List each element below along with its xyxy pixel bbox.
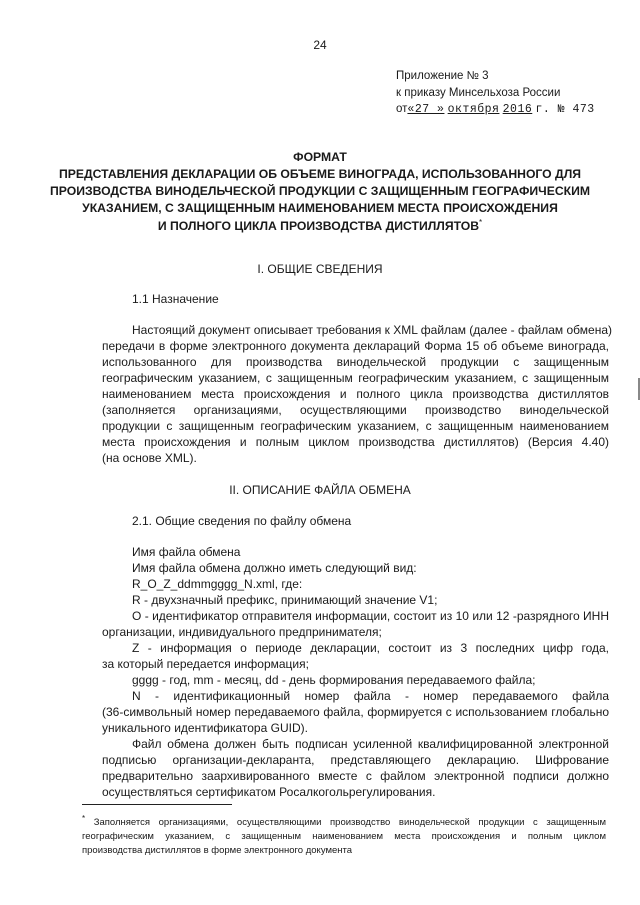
doc-title: ФОРМАТ [293, 150, 347, 164]
section-1-heading: I. ОБЩИЕ СВЕДЕНИЯ [257, 262, 383, 276]
body-line: за который передается информация; [102, 657, 309, 671]
body-line: предварительно заархивированного вместе с файлом электронной подписи должно [102, 769, 609, 783]
body-line: gggg - год, mm - месяц, dd - день формирования передаваемого файла; [132, 673, 536, 687]
subsection-1-1: 1.1 Назначение [132, 292, 219, 306]
footnote-divider [82, 804, 232, 805]
title-footnote-mark: * [479, 218, 483, 227]
para-1-line: использованного для производства винодельческой продукции с защищенным [102, 355, 609, 369]
doc-title-line-5-text: И ПОЛНОГО ЦИКЛА ПРОИЗВОДСТВА ДИСТИЛЛЯТОВ [157, 219, 480, 234]
doc-title-line-3: ПРОИЗВОДСТВА ВИНОДЕЛЬЧЕСКОЙ ПРОДУКЦИИ С ЗАЩИЩЕННЫМ ГЕОГРАФИЧЕСКИМ [50, 184, 590, 198]
appendix-line-1: Приложение № 3 [396, 70, 489, 82]
body-line: осуществляться сертификатом Росалкогольрегулирования. [102, 785, 436, 799]
appendix-line-2: к приказу Минсельхоза России [396, 87, 561, 99]
appendix-order-number: г. № 473 [535, 103, 595, 116]
body-line: организации, индивидуального предпринимателя; [102, 625, 382, 639]
footnote-mark: * [82, 814, 86, 823]
para-1-line: передачи в форме электронного документа деклараций Форма 15 об объеме винограда, [102, 339, 609, 353]
para-1-line: Настоящий документ описывает требования к XML файлам (далее - файлам обмена) [132, 323, 612, 337]
para-1-line: продукции с защищенным географическим указанием, с защищенным наименованием [102, 419, 609, 433]
appendix-prefix: от [396, 103, 408, 115]
subsection-2-1: 2.1. Общие сведения по файлу обмена [132, 514, 352, 528]
body-line: N - идентификационный номер файла - номер передаваемого файла [132, 689, 609, 703]
appendix-year: 2016 [502, 103, 533, 116]
body-line: Имя файла обмена должно иметь следующий вид: [132, 561, 417, 575]
footnote-line-1 [82, 812, 606, 830]
body-line: R - двухзначный префикс, принимающий значение V1; [132, 593, 438, 607]
para-1-line: места происхождения и полным циклом производства дистиллятов) (Версия 4.40) [102, 435, 609, 449]
footnote-line-2: географическим указанием, с защищенным наименованием места происхождения и полным циклом [82, 831, 606, 843]
appendix-line-3 [396, 103, 595, 116]
para-1-line: наименованием места происхождения и полного цикла производства дистиллятов [102, 387, 609, 401]
body-line: O - идентификатор отправителя информации, состоит из 10 или 12 -разрядного ИНН [132, 609, 609, 623]
footnote-line-3: производства дистиллятов в форме электронного документа [82, 845, 353, 857]
appendix-day: «27 » [407, 103, 445, 116]
doc-title-line-2: ПРЕДСТАВЛЕНИЯ ДЕКЛАРАЦИИ ОБ ОБЪЕМЕ ВИНОГРАДА, ИСПОЛЬЗОВАННОГО ДЛЯ [58, 167, 582, 181]
file-name-pattern: R_O_Z_ddmmgggg_N.xml, где: [132, 577, 303, 591]
body-line: подписью организации-декларанта, представляющего декларацию. Шифрование [102, 753, 609, 767]
footnote-text-1: Заполняется организациями, осуществляющими производство винодельческой продукции с защищенным [93, 817, 607, 829]
doc-title-line-4: УКАЗАНИЕМ, С ЗАЩИЩЕННЫМ НАИМЕНОВАНИЕМ МЕСТА ПРОИСХОЖДЕНИЯ [82, 201, 558, 215]
body-line: Z - информация о периоде декларации, состоит из 3 последних цифр года, [132, 641, 609, 655]
section-2-heading: II. ОПИСАНИЕ ФАЙЛА ОБМЕНА [229, 483, 411, 497]
para-1-line: (на основе XML). [102, 451, 197, 465]
footnote [82, 812, 606, 858]
doc-title-line-5 [0, 218, 640, 233]
body-line: уникального идентификатора GUID). [102, 721, 308, 735]
appendix-month: октября [447, 103, 500, 116]
body-line: (36-символьный номер передаваемого файла, формируется с использованием глобально [102, 705, 609, 719]
body-line: Файл обмена должен быть подписан усиленной квалифицированной электронной [132, 737, 609, 751]
page-number: 24 [313, 38, 327, 52]
para-1-line: (заполняется организациями, осуществляющими производство винодельческой [102, 403, 609, 417]
para-1-line: географическим указанием, с защищенным географическим указанием, с защищенным [102, 371, 609, 385]
file-name-heading: Имя файла обмена [132, 545, 241, 559]
